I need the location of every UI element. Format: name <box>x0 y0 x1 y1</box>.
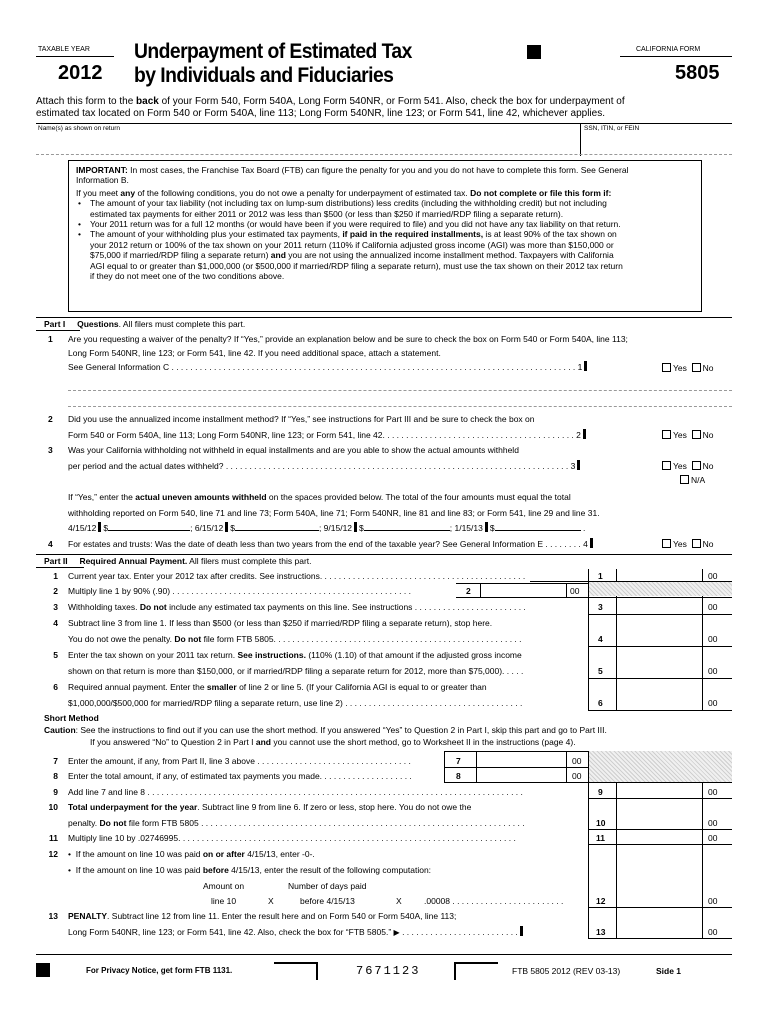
line1-box-number: 1 <box>598 571 603 581</box>
line4-amount-input[interactable] <box>617 632 701 643</box>
q3-na-checkbox[interactable] <box>680 475 689 484</box>
line12-text: • If the amount on line 10 was paid on or after 4/15/13, enter -0-. • If the amount on line 10 was paid before 4/15/13, enter the result of the following computation: <box>68 849 432 875</box>
line6-amount-input[interactable] <box>617 696 701 707</box>
name-label: Name(s) as shown on return <box>38 125 121 132</box>
line8-number: 8 <box>53 771 58 781</box>
explanation-line-2[interactable] <box>68 406 732 407</box>
line8-cents: 00 <box>572 771 582 781</box>
rule <box>36 56 114 57</box>
line10-cents: 00 <box>708 818 718 828</box>
rule <box>588 844 732 845</box>
line11-box-number: 11 <box>596 833 605 843</box>
form-number: 5805 <box>675 62 720 84</box>
calc-before: before 4/15/13 <box>300 896 355 906</box>
line7-box-number: 7 <box>456 756 461 766</box>
line8-box-number: 8 <box>456 771 461 781</box>
rule <box>588 907 732 908</box>
california-form-label: CALIFORNIA FORM <box>636 46 701 53</box>
attach-instructions: Attach this form to the back of your Form 540, Form 540A, Long Form 540NR, or Form 541. Also, check the box for underpayment of estimated tax located on Form 540 or Form 540A, line 113; Long Form 540NR, line 123; or Form 541, line 42, whichever applies. <box>36 96 625 119</box>
line9-number: 9 <box>53 787 58 797</box>
rule <box>588 751 589 939</box>
rule <box>444 767 588 768</box>
rule <box>36 330 80 331</box>
line6-box-number: 6 <box>598 698 603 708</box>
line9-box-number: 9 <box>598 787 603 797</box>
rule <box>620 56 732 57</box>
rule <box>588 938 732 939</box>
form-title <box>134 40 412 88</box>
line3-box-number: 3 <box>598 602 603 612</box>
line13-number: 13 <box>48 911 58 921</box>
rule <box>702 782 703 939</box>
line12-number: 12 <box>48 849 58 859</box>
line1-amount-input[interactable] <box>617 570 701 581</box>
arrow-right-icon: ▶ <box>393 928 400 937</box>
part2-header: Part II Required Annual Payment. All filers must complete this part. <box>44 556 312 566</box>
rule <box>588 646 732 647</box>
line8-amount-input[interactable] <box>478 769 564 780</box>
line6-cents: 00 <box>708 698 718 708</box>
ssn-input[interactable] <box>584 134 730 154</box>
q4-number: 4 <box>48 539 53 549</box>
line3-number: 3 <box>53 602 58 612</box>
line2-amount-input[interactable] <box>482 585 564 596</box>
line2-cents: 00 <box>570 586 580 596</box>
line11-cents: 00 <box>708 833 718 843</box>
shaded-cell <box>589 751 732 782</box>
q3-answer: Yes No <box>662 460 713 472</box>
q2-no-checkbox[interactable] <box>692 430 701 439</box>
rule <box>36 567 84 568</box>
short-method-title: Short Method <box>44 713 99 723</box>
q3-na: N/A <box>680 474 705 486</box>
line6-number: 6 <box>53 682 58 692</box>
registration-mark <box>527 45 541 59</box>
title-line-2: by Individuals and Fiduciaries <box>134 64 394 87</box>
line3-text: Withholding taxes. Do not include any estimated tax payments on this line. See instructions . . . . . . . . . . . . . . . . . . . . . . . . <box>68 602 526 612</box>
q2-text: Did you use the annualized income installment method? If “Yes,” see instructions for Part III and be sure to check the box on Form 540 or Form 540A, line 113; Long Form 540NR, line 123; or Form 541, line 42. . . . . . . . . . . . . . . . . . . . . . . . . . . . . . . . . . . . . . . . . 2 <box>68 413 588 441</box>
q1-text: Are you requesting a waiver of the penalty? If “Yes,” provide an explanation below and be sure to check the box on Form 540 or Form 540A, line 113; Long Form 540NR, line 123; or Form 541, line 42. If you need additional space, attach a statement. See General Information C . . . . . . . . . . . . . . . . . . . . . . . . . . . . . . . . . . . . . . . . . . . . . . . . . . . . . . . . . . . . . . . . . . . . . . . . . . . . . . . . . . . . . . 1 <box>68 334 628 372</box>
rule <box>588 614 732 615</box>
corner-mark <box>454 962 498 980</box>
line6-text: Required annual payment. Enter the smaller of line 2 or line 5. (If your California AGI is equal to or greater than $1,000,000/$500,000 for married/RDP filing a separate return, use line 2) . . . . . . . . . . . . . . . . . . . . . . . . . . . . . . . . . . . . . . <box>68 682 523 708</box>
line4-number: 4 <box>53 618 58 628</box>
rule <box>580 123 581 156</box>
ssn-label: SSN, ITIN, or FEIN <box>584 125 640 132</box>
rule <box>36 154 732 155</box>
line3-amount-input[interactable] <box>617 600 701 611</box>
rule <box>530 597 732 598</box>
barcode-number: 7671123 <box>356 964 421 978</box>
line9-text: Add line 7 and line 8 . . . . . . . . . . . . . . . . . . . . . . . . . . . . . . . . . . . . . . . . . . . . . . . . . . . . . . . . . . . . . . . . . . . . . . . . . . . . . . . . <box>68 787 523 797</box>
line2-box-number: 2 <box>466 586 471 596</box>
line9-cents: 00 <box>708 787 718 797</box>
line5-text: Enter the tax shown on your 2011 tax return. See instructions. (110% (1.10) of that amount if the adjusted gross income shown on that return is more than $150,000, or if married/RDP filing a separate return for 2012, more than $75,000). . . . . <box>68 650 524 676</box>
line12-amount-input[interactable] <box>617 894 701 905</box>
q3-text: Was your California withholding not withheld in equal installments and are you able to show the actual amounts withheld per period and the actual dates withheld? . . . . . . . . . . . . . . . . . . . . . . . . . . . . . . . . . . . . . . . . . . . . . . . . . . . . . . . . . . . . . . . . . . . . . . . . . 3 <box>68 444 582 472</box>
line12-cents: 00 <box>708 896 718 906</box>
tax-year: 2012 <box>58 62 103 84</box>
name-input[interactable] <box>38 134 578 154</box>
line9-amount-input[interactable] <box>617 785 701 796</box>
line11-amount-input[interactable] <box>617 831 701 842</box>
line5-number: 5 <box>53 650 58 660</box>
q3-if-yes-text: If “Yes,” enter the actual uneven amounts withheld on the spaces provided below. The total of the four amounts must equal the total withholding reported on Form 540, line 71 and line 73; Form 540A, line 71; Form 540NR, line 81 and line 83; or Form 541, line 29 and line 31. <box>68 492 600 518</box>
amount-6-15-12[interactable] <box>235 522 319 531</box>
part1-header: Part I Questions. All filers must complete this part. <box>44 319 246 329</box>
form-id: FTB 5805 2012 (REV 03-13) <box>512 966 621 976</box>
rule <box>588 678 732 679</box>
calc-x1: X <box>268 896 274 906</box>
line4-text: Subtract line 3 from line 1. If less than $500 (or less than $250 if married/RDP filing a separate return), stop here. You do not owe the penalty. Do not file form FTB 5805. . . . . . . . . . . . . . . . . . . . . . . . . . . . . . . . . . . . . . . . . . . . . . . . . . . . . <box>68 618 522 644</box>
q2-answer: Yes No <box>662 429 713 441</box>
q4-answer: Yes No <box>662 538 713 550</box>
line10-text: Total underpayment for the year. Subtract line 9 from line 6. If zero or less, stop here. You do not owe the penalty. Do not file form FTB 5805 . . . . . . . . . . . . . . . . . . . . . . . . . . . . . . . . . . . . . . . . . . . . . . . . . . . . . . . . . . . . . . . . . . . . . <box>68 802 525 828</box>
amount-9-15-12[interactable] <box>364 522 450 531</box>
line13-cents: 00 <box>708 927 718 937</box>
line12-box-number: 12 <box>596 896 606 906</box>
line13-text: PENALTY. Subtract line 12 from line 11. Enter the result here and on Form 540 or Form 540A, line 113; Long Form 540NR, line 123; or Form 541, line 42. Also, check the box for “FTB 5805.” ▶ . . . . . . . . . . . . . . . . . . . . . . . . . <box>68 910 525 939</box>
line1-text: Current year tax. Enter your 2012 tax after credits. See instructions. . . . . . . . . . . . . . . . . . . . . . . . . . . . . . . . . . . . . . . . . . . . <box>68 571 526 581</box>
q2-number: 2 <box>48 414 53 424</box>
page-side: Side 1 <box>656 966 682 976</box>
explanation-line-1[interactable] <box>68 390 732 391</box>
line10-amount-input[interactable] <box>617 816 701 827</box>
line3-cents: 00 <box>708 602 718 612</box>
calc-rate: .00008 . . . . . . . . . . . . . . . . . . . . . . . . <box>424 896 564 906</box>
line1-number: 1 <box>53 571 58 581</box>
line5-box-number: 5 <box>598 666 603 676</box>
line13-amount-input[interactable] <box>617 925 701 936</box>
title-line-1: Underpayment of Estimated Tax <box>134 40 412 63</box>
q3-no-checkbox[interactable] <box>692 461 701 470</box>
line7-number: 7 <box>53 756 58 766</box>
q1-answer: Yes No <box>662 362 713 374</box>
line11-text: Multiply line 10 by .02746995. . . . . . . . . . . . . . . . . . . . . . . . . . . . . . . . . . . . . . . . . . . . . . . . . . . . . . . . . . . . . . . . . . . . . . . . <box>68 833 516 843</box>
line5-amount-input[interactable] <box>617 664 701 675</box>
line7-amount-input[interactable] <box>478 754 564 765</box>
shaded-cell <box>589 582 732 596</box>
q1-number: 1 <box>48 334 53 344</box>
line4-cents: 00 <box>708 634 718 644</box>
line11-number: 11 <box>49 833 58 843</box>
q3-number: 3 <box>48 445 53 455</box>
q1-yes-checkbox[interactable] <box>662 363 671 372</box>
calc-x2: X <box>396 896 402 906</box>
rule <box>36 954 732 955</box>
rule <box>444 782 732 783</box>
q4-text: For estates and trusts: Was the date of death less than two years from the end of the taxable year? See General Information E . . . . . . . . 4 <box>68 538 595 550</box>
line2-text: Multiply line 1 by 90% (.90) . . . . . . . . . . . . . . . . . . . . . . . . . . . . . . . . . . . . . . . . . . . . . . . . . . . <box>68 586 411 596</box>
rule <box>566 583 567 597</box>
q4-yes-checkbox[interactable] <box>662 539 671 548</box>
q1-no-checkbox[interactable] <box>692 363 701 372</box>
rule <box>36 123 732 124</box>
line8-text: Enter the total amount, if any, of estimated tax payments you made. . . . . . . . . . . . . . . . . . . . <box>68 771 412 781</box>
corner-mark <box>274 962 318 980</box>
privacy-notice: For Privacy Notice, get form FTB 1131. <box>86 966 233 975</box>
calc-amount-on: Amount on <box>203 881 245 891</box>
q2-yes-checkbox[interactable] <box>662 430 671 439</box>
line1-cents: 00 <box>708 571 718 581</box>
rule <box>616 782 617 939</box>
line13-box-number: 13 <box>596 927 606 937</box>
line2-number: 2 <box>53 586 58 596</box>
withholding-dates: 4/15/12 $ ; 6/15/12 $ ; 9/15/12 $ ; 1/15/13 $ . <box>68 523 586 533</box>
calc-line10: line 10 <box>211 896 237 906</box>
line4-box-number: 4 <box>598 634 603 644</box>
line5-cents: 00 <box>708 666 718 676</box>
amount-4-15-12[interactable] <box>108 522 190 531</box>
registration-mark <box>36 963 50 977</box>
rule <box>480 583 481 597</box>
q4-no-checkbox[interactable] <box>692 539 701 548</box>
calc-days-paid: Number of days paid <box>288 881 367 891</box>
rule <box>588 798 732 799</box>
amount-1-15-13[interactable] <box>495 522 581 531</box>
line7-cents: 00 <box>572 756 582 766</box>
rule <box>588 710 732 711</box>
important-text: IMPORTANT: In most cases, the Franchise Tax Board (FTB) can figure the penalty for you and you do not have to complete this form. See General Information B. If you meet any of the following conditions, you do not owe a penalty for underpayment of estimated tax. Do not complete or file this form if: • The amount of your tax liability (not including tax on lump-sum distributions) less credits (including the withholding credit) but not including estimated tax payments for either 2011 or 2012 was less than $500 (or less than $250 if married/RDP filing a separate return). • Your 2011 return was for a full 12 months (or would have been if you were required to file) and you did not have any tax liability on that return. • The amount of your withholding plus your estimated tax payments, if paid in the required installments, is at least 90% of the tax shown on your 2012 return or 100% of the tax shown on your 2011 return (110% if California adjusted gross income (AGI) was more than $150,000 or $75,000 if married/RDP filing a separate return) and you are not using the annualized income installment method. Taxpayers with California AGI equal to or greater than $1,000,000 (or $500,000 if married/RDP filing a separate return), must use the tax shown on their 2012 tax return if they do not meet one of the two conditions above. <box>76 165 629 282</box>
line7-text: Enter the amount, if any, from Part II, line 3 above . . . . . . . . . . . . . . . . . . . . . . . . . . . . . . . . . <box>68 756 411 766</box>
rule <box>588 829 732 830</box>
q3-yes-checkbox[interactable] <box>662 461 671 470</box>
line10-number: 10 <box>48 802 58 812</box>
caution-text: Caution: See the instructions to find out if you can use the short method. If you answered “Yes” to Question 2 in Part I, skip this part and go to Part III. If you answered “No” to Question 2 in Part I and you cannot use the short method, go to Worksheet II in the instructions (page 4). <box>44 725 607 747</box>
line10-box-number: 10 <box>596 818 606 828</box>
taxable-year-label: TAXABLE YEAR <box>38 46 90 53</box>
